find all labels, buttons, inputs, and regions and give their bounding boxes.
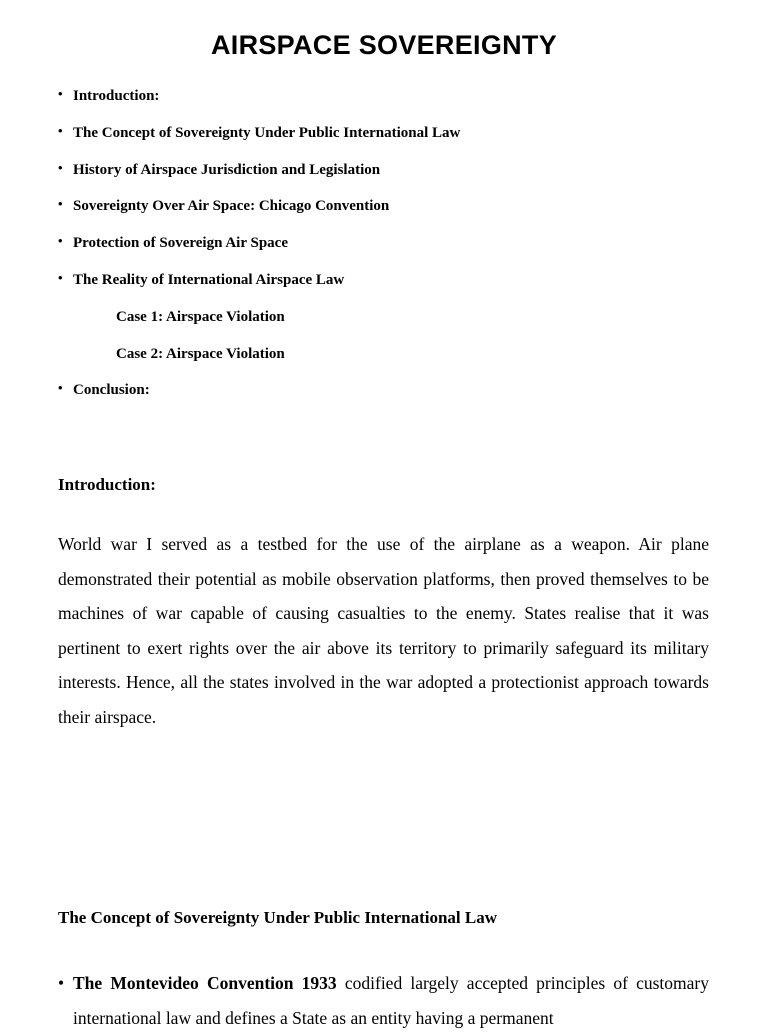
bullet-icon: •: [58, 159, 63, 175]
section-heading-concept: The Concept of Sovereignty Under Public International Law: [58, 908, 498, 927]
concept-bullet-text: codified largely accepted principles of customary international law and defines a State as an entity having a permanent: [73, 973, 709, 1028]
bullet-icon: •: [58, 86, 63, 101]
bullet-icon: •: [58, 973, 65, 993]
bullet-icon: •: [58, 196, 63, 212]
bullet-icon: •: [58, 233, 63, 249]
section-heading-introduction: Introduction:: [58, 475, 156, 494]
introduction-paragraph: World war I served as a testbed for the use of the airplane as a weapon. Air plane demonstrated their potential as mobile observation platforms, then proved themselves to be machines of war capable of causing casualties to the enemy. States realise that it was pertinent to exert rights over the air above its territory to primarily safeguard its military interests. Hence, all the states involved in the war adopted a protectionist approach towards their airspace.: [58, 534, 709, 727]
montevideo-convention-bold: The Montevideo Convention 1933: [73, 973, 337, 993]
bullet-icon: •: [58, 122, 63, 138]
bullet-icon: •: [58, 380, 63, 396]
document-title: AIRSPACE SOVEREIGNTY: [210, 30, 558, 60]
concept-bullet-paragraph: [58, 966, 709, 1035]
bullet-icon: •: [58, 269, 63, 285]
